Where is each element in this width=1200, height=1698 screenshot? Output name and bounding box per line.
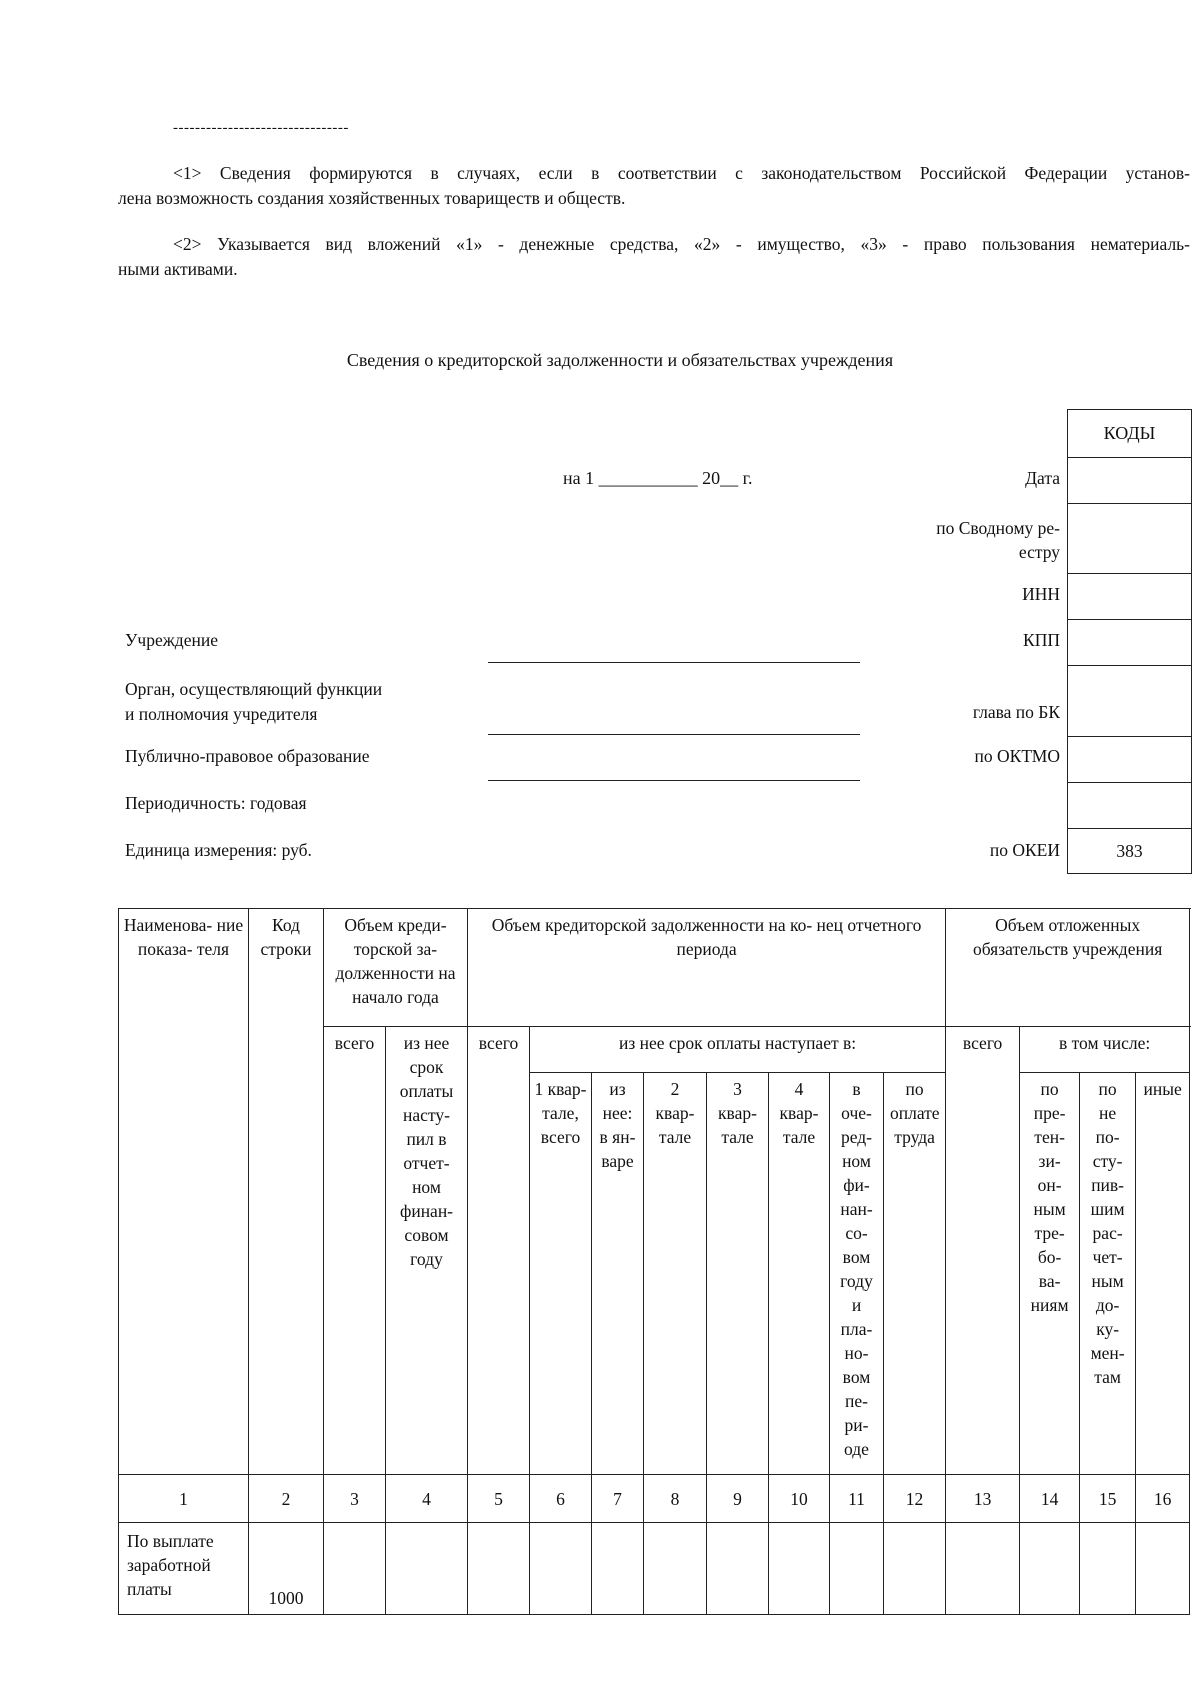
periodicity-code-field[interactable] <box>1068 782 1191 828</box>
footnote-1-line1: <1> Сведения формируются в случаях, если в соответствии с законодательством Российской Федерации установ- <box>173 163 1190 183</box>
header-end-total: всего <box>468 1027 530 1475</box>
public-entity-underline <box>488 780 860 781</box>
header-deferred: Объем отложенных обязательств учреждения <box>946 909 1190 1027</box>
data-cell[interactable] <box>644 1523 707 1615</box>
data-cell[interactable] <box>884 1523 946 1615</box>
header-row-code: Код строки <box>249 909 324 1475</box>
data-cell[interactable] <box>1136 1523 1190 1615</box>
header-deferred-total: всего <box>946 1027 1020 1475</box>
registry-code-label-line1: по Сводному ре- <box>936 518 1060 538</box>
liabilities-table <box>118 908 1190 1615</box>
public-entity-label: Публично-правовое образование <box>125 746 370 766</box>
bk-code-label: глава по БК <box>972 702 1060 722</box>
date-code-label: Дата <box>1025 468 1060 488</box>
page-title: Сведения о кредиторской задолженности и обязательствах учреждения <box>346 350 894 370</box>
header-q3: 3 квар- тале <box>707 1073 769 1475</box>
col-number: 7 <box>592 1475 644 1523</box>
oktmo-code-label: по ОКТМО <box>974 746 1060 766</box>
col-number: 12 <box>884 1475 946 1523</box>
header-end-of-period: Объем кредиторской задолженности на ко- нец отчетного периода <box>468 909 946 1027</box>
col-number: 16 <box>1136 1475 1190 1523</box>
footnote-2-line2: ными активами. <box>118 259 238 279</box>
col-number: 8 <box>644 1475 707 1523</box>
col-number: 5 <box>468 1475 530 1523</box>
kpp-code-field[interactable] <box>1068 619 1191 665</box>
header-due-in: из нее срок оплаты наступает в: <box>530 1027 946 1073</box>
data-cell[interactable] <box>592 1523 644 1615</box>
col-number: 6 <box>530 1475 592 1523</box>
founder-label-line1: Орган, осуществляющий функции <box>125 679 383 699</box>
header-including: в том числе: <box>1020 1027 1190 1073</box>
column-number-row <box>119 1475 1190 1523</box>
data-cell[interactable] <box>530 1523 592 1615</box>
institution-underline <box>488 662 860 663</box>
header-next-year: в оче- ред- ном фи- нан- со- вом году и пла- но- вом пе- ри- оде <box>830 1073 884 1475</box>
col-number: 15 <box>1080 1475 1136 1523</box>
oktmo-code-field[interactable] <box>1068 736 1191 782</box>
inn-code-label: ИНН <box>1022 584 1060 604</box>
header-start-total: всего <box>324 1027 386 1475</box>
data-cell[interactable] <box>1020 1523 1080 1615</box>
founder-label <box>125 677 382 727</box>
col-number: 4 <box>386 1475 468 1523</box>
founder-label-line2: и полномочия учредителя <box>125 704 318 724</box>
col-number: 10 <box>769 1475 830 1523</box>
header-january: из нее: в ян- варе <box>592 1073 644 1475</box>
header-q2: 2 квар- тале <box>644 1073 707 1475</box>
header-overdue: из нее срок оплаты насту- пил в отчет- ном финан- совом году <box>386 1027 468 1475</box>
data-cell[interactable] <box>946 1523 1020 1615</box>
periodicity-label: Периодичность: годовая <box>125 793 307 813</box>
col-number: 3 <box>324 1475 386 1523</box>
footnote-1 <box>118 161 1190 211</box>
row-code: 1000 <box>249 1523 324 1615</box>
codes-header: КОДЫ <box>1103 423 1156 443</box>
data-cell[interactable] <box>386 1523 468 1615</box>
col-number: 2 <box>249 1475 324 1523</box>
okei-code-field[interactable]: 383 <box>1068 828 1191 875</box>
registry-code-label-line2: естру <box>1018 542 1060 562</box>
col-number: 13 <box>946 1475 1020 1523</box>
footnote-2 <box>118 232 1190 282</box>
row-indicator-name: По выплате заработной платы <box>119 1523 249 1615</box>
data-cell[interactable] <box>468 1523 530 1615</box>
report-date-line: на 1 ___________ 20__ г. <box>563 468 753 488</box>
codes-box <box>1067 409 1192 874</box>
institution-label: Учреждение <box>125 630 218 650</box>
table-row <box>119 1523 1190 1615</box>
data-cell[interactable] <box>1080 1523 1136 1615</box>
footnote-2-line1: <2> Указывается вид вложений «1» - денежные средства, «2» - имущество, «3» - право пользования нематериаль- <box>173 234 1190 254</box>
unit-label: Единица измерения: руб. <box>125 840 312 860</box>
header-unreceived-docs: по не по- сту- пив- шим рас- чет- ным до- ку- мен- там <box>1080 1073 1136 1475</box>
data-cell[interactable] <box>769 1523 830 1615</box>
registry-code-field[interactable] <box>1068 503 1191 573</box>
col-number: 9 <box>707 1475 769 1523</box>
header-q1: 1 квар- тале, всего <box>530 1073 592 1475</box>
header-other: иные <box>1136 1073 1190 1475</box>
inn-code-field[interactable] <box>1068 573 1191 619</box>
col-number: 1 <box>119 1475 249 1523</box>
col-number: 11 <box>830 1475 884 1523</box>
data-cell[interactable] <box>707 1523 769 1615</box>
header-start-of-year: Объем креди- торской за- долженности на начало года <box>324 909 468 1027</box>
founder-underline <box>488 734 860 735</box>
header-wages: по оплате труда <box>884 1073 946 1475</box>
bk-code-field[interactable] <box>1068 665 1191 736</box>
date-code-field[interactable] <box>1068 457 1191 503</box>
col-number: 14 <box>1020 1475 1080 1523</box>
footnote-separator: -------------------------------- <box>173 120 349 136</box>
okei-code-label: по ОКЕИ <box>989 840 1060 860</box>
header-claims: по пре- тен- зи- он- ным тре- бо- ва- ниям <box>1020 1073 1080 1475</box>
data-cell[interactable] <box>324 1523 386 1615</box>
header-indicator-name: Наименова- ние показа- теля <box>119 909 249 1475</box>
kpp-code-label: КПП <box>1023 630 1060 650</box>
registry-code-label <box>860 516 1060 564</box>
header-q4: 4 квар- тале <box>769 1073 830 1475</box>
footnote-1-line2: лена возможность создания хозяйственных товариществ и обществ. <box>118 188 626 208</box>
data-cell[interactable] <box>830 1523 884 1615</box>
